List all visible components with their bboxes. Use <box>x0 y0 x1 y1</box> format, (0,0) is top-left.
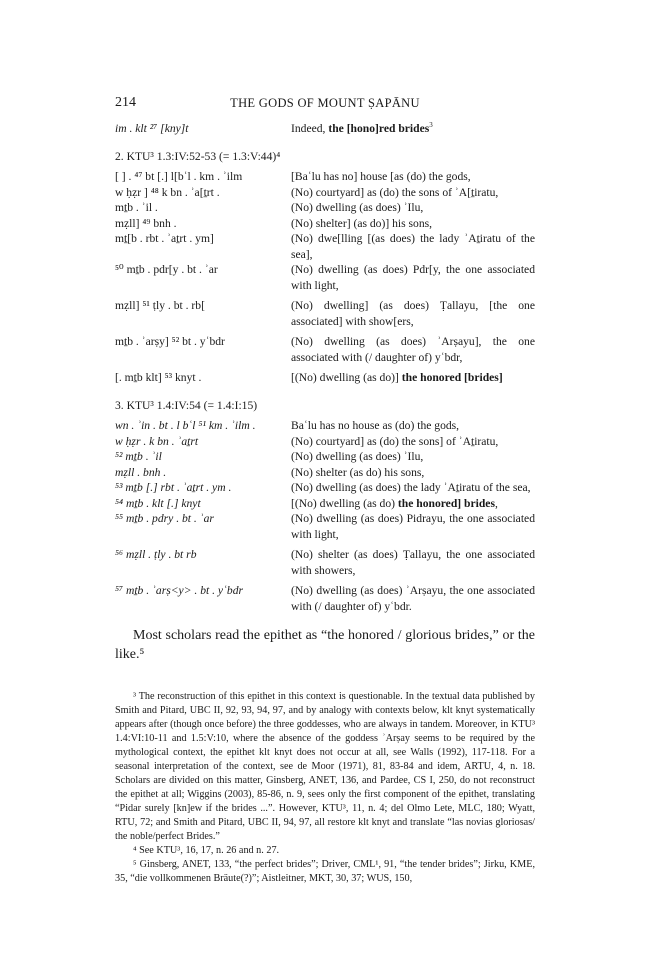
footnote: ³ The reconstruction of this epithet in this context is questionable. In the textual data published by Smith and Pitard, UBC II, 92, 93, 94, 97, and by analogy with contexts below, klt knyt systematically appears after (though once before) the three goddesses, who are always in tandem. Moreover, in KTU³ 1.4:VI:10-11 and 1.5:V:10, where the absence of the goddess ʾArṣay seems to be required by the mythological context, the epithet klt knyt does not occur at all, see Walls (1992), 117-118. For a seasonal interpretation of the context, see de Moor (1971), 81, 83-84 and idem, ARTU, 4, n. 18. Scholars are divided on this matter, Ginsberg, ANET, 136, and Pardee, CS I, 250, do not reconstruct the epithet at all; Wiggins (2003), 85-86, n. 9, sees only the first component of the epithet, translating “Pidar surely [kn]ew if the brides ...”. However, KTU³, 11, n. 4; del Olmo Lete, MLC, 180; Wyatt, RTU, 72; and Smith and Pitard, UBC II, 94, 97, all restore klt knyt and translate “las novias gloriosas/ the noble/perfect Brides.” <box>115 691 535 842</box>
text-row <box>115 262 535 293</box>
transliteration: mẓll . bnh . <box>115 465 167 479</box>
text-row <box>115 298 535 329</box>
translation: (No) shelter] (as do)] his sons, <box>291 216 433 230</box>
transliteration: ⁵⁵ mṯb . pdry . bt . ʾar <box>115 512 214 525</box>
translation: (No) dwelling] (as does) Ṭallayu, [the one associated] with show[ers, <box>291 299 535 328</box>
translation: (No) dwelling (as does) ʾArṣayu], the one associated with (/ daughter of) yʿbdr, <box>291 335 535 364</box>
transliteration: w ḥẓr ] ⁴⁸ k bn . ʾa[ṯrt . <box>115 185 220 199</box>
translation: (No) dwelling (as does) ʾArṣayu, the one associated with (/ daughter of) yʿbdr. <box>291 584 535 613</box>
footnote: ⁵ Ginsberg, ANET, 133, “the perfect brides”; Driver, CML¹, 91, “the tender brides”; Jirku, KME, 35, “die vollkommenen Bräute(?)”; Aistleitner, MKT, 30, 37; WUS, 150, <box>115 859 535 884</box>
footnote: ⁴ See KTU³, 16, 17, n. 26 and n. 27. <box>133 845 280 856</box>
transliteration: ⁵⁷ mṯb . ʾarṣ<y> . bt . yʿbdr <box>115 584 244 597</box>
transliteration: [ ] . ⁴⁷ bt [.] l[bʿl . km . ʾilm <box>115 170 243 183</box>
transliteration: mẓll] ⁴⁹ bnh . <box>115 216 177 230</box>
intro-row <box>115 121 535 137</box>
translation: (No) dwelling (as does) the lady ʾAṯiratu of the sea, <box>291 481 531 494</box>
translation: (No) dwelling (as does) Pidrayu, the one associated with light, <box>291 512 535 541</box>
transliteration: ⁵⁴ mṯb . klt [.] knyt <box>115 496 201 510</box>
text-row <box>115 434 535 450</box>
text-row <box>115 511 535 542</box>
transliteration: ⁵⁰ mṯb . pdr[y . bt . ʾar <box>115 263 218 276</box>
text-row <box>115 418 535 434</box>
transliteration: [. mṯb klt] ⁵³ knyt . <box>115 371 202 384</box>
translation: (No) dwelling (as does) Pdr[y, the one associated with light, <box>291 263 535 292</box>
translation: Indeed, the [hono]red brides$^3$ <box>291 121 433 135</box>
footnotes <box>115 690 535 886</box>
translation: Baʿlu has no house as (do) the gods, <box>291 419 460 432</box>
text-row <box>115 465 535 481</box>
text-row <box>115 169 535 185</box>
section-2-table <box>115 169 535 386</box>
translation: (No) shelter (as do) his sons, <box>291 465 425 479</box>
text-row <box>115 334 535 365</box>
running-title: THE GODS OF MOUNT ṢAPĀNU <box>230 96 420 110</box>
transliteration: ⁵⁶ mẓll . ṭly . bt rb <box>115 548 197 561</box>
translation: (No) courtyard] as (do) the sons of ʾA[ṯiratu, <box>291 185 499 199</box>
transliteration: w ḥẓr . k bn . ʾaṯrt <box>115 434 199 448</box>
text-row <box>115 231 535 262</box>
translation: [(No) dwelling (as do)] the honored [brides] <box>291 371 503 384</box>
translation: (No) dwelling (as does) ʾIlu, <box>291 201 424 214</box>
transliteration: wn . ʾin . bt . l bʿl ⁵¹ km . ʾilm . <box>115 419 256 432</box>
text-row <box>115 480 535 496</box>
translation: (No) shelter (as does) Ṭallayu, the one associated with showers, <box>291 548 535 577</box>
translation: [(No) dwelling (as do) the honored] brides, <box>291 496 498 510</box>
transliteration: mṯb . ʾil . <box>115 201 158 214</box>
text-row <box>115 449 535 465</box>
transliteration: mṯ[b . rbt . ʾaṯrt . ym] <box>115 232 214 245</box>
translation: [Baʿlu has no] house [as (do) the gods, <box>291 170 471 183</box>
running-header <box>115 95 535 115</box>
text-row <box>115 370 535 386</box>
text-row <box>115 583 535 614</box>
translation: (No) courtyard] as (do) the sons] of ʾAṯiratu, <box>291 434 499 448</box>
page <box>115 95 535 886</box>
text-row <box>115 496 535 512</box>
section-3-heading: 3. KTU³ 1.4:IV:54 (= 1.4:I:15) <box>115 398 258 412</box>
text-row <box>115 200 535 216</box>
translation: (No) dwe[lling [(as does) the lady ʾAṯiratu of the sea], <box>291 232 535 261</box>
body-paragraph: Most scholars read the epithet as “the honored / glorious brides,” or the like.⁵ <box>115 628 535 662</box>
section-2-heading: 2. KTU³ 1.3:IV:52-53 (= 1.3:V:44)⁴ <box>115 149 281 163</box>
transliteration: ⁵² mṯb . ʾil <box>115 450 162 463</box>
transliteration: ⁵³ mṯb [.] rbt . ʾaṯrt . ym . <box>115 481 232 494</box>
text-row <box>115 547 535 578</box>
text-row <box>115 185 535 201</box>
page-number: 214 <box>115 95 136 110</box>
transliteration: im . klt ²⁷ [kny]t <box>115 122 189 135</box>
translation: (No) dwelling (as does) ʾIlu, <box>291 450 424 463</box>
text-row <box>115 216 535 232</box>
transliteration: mẓll] ⁵¹ ṭly . bt . rb[ <box>115 299 205 312</box>
transliteration: mṯb . ʾarṣy] ⁵² bt . yʿbdr <box>115 335 225 348</box>
section-3-table <box>115 418 535 614</box>
